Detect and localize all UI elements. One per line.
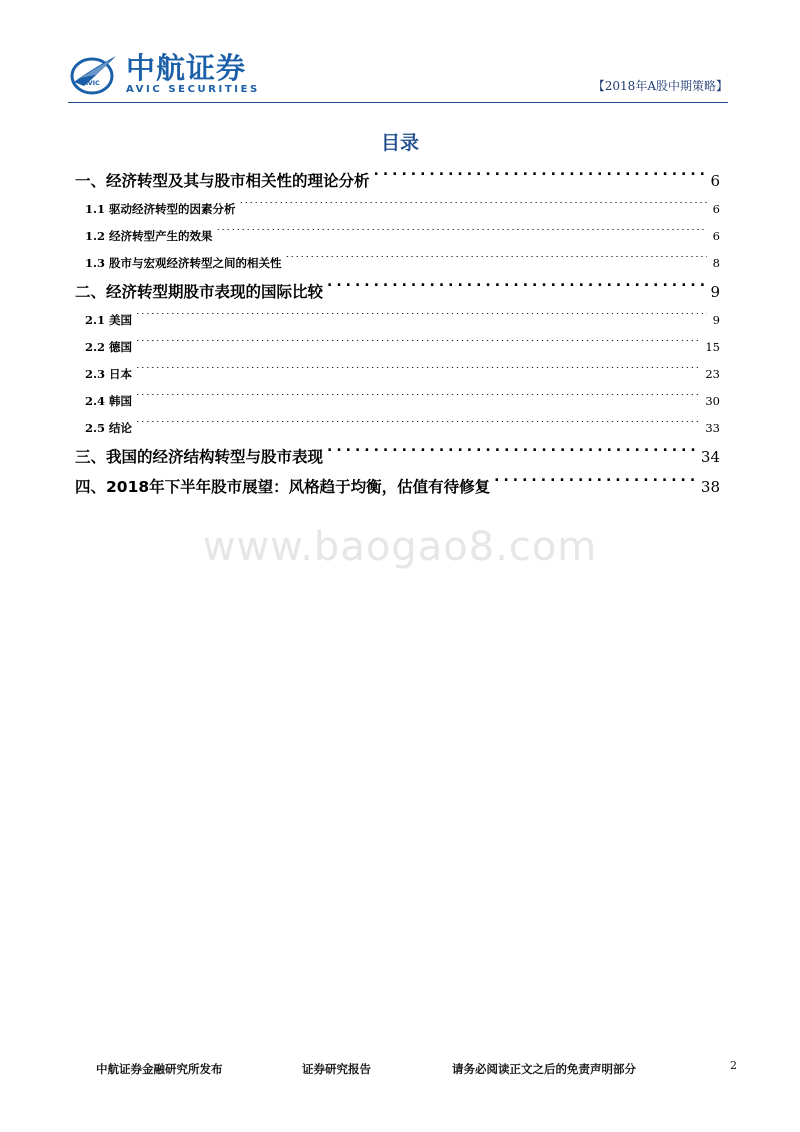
toc-section[interactable] xyxy=(75,442,720,472)
avic-logo-icon xyxy=(70,52,118,96)
toc-leader-dots xyxy=(136,340,699,352)
toc-leader-dots xyxy=(327,447,695,463)
toc-leader-dots xyxy=(374,171,705,187)
header-divider xyxy=(68,102,728,103)
toc-leader-dots xyxy=(286,256,707,268)
footer-disclaimer: 请务必阅读正文之后的免责声明部分 xyxy=(452,1062,636,1076)
toc-subsection[interactable] xyxy=(75,223,720,250)
toc-subsection[interactable] xyxy=(75,415,720,442)
toc-subsection[interactable] xyxy=(75,334,720,361)
footer-report-type: 证券研究报告 xyxy=(302,1062,371,1076)
watermark: www.baogao8.com xyxy=(202,524,598,570)
toc-section[interactable] xyxy=(75,277,720,307)
toc-subsection-label: 1.3 股市与宏观经济转型之间的相关性 xyxy=(85,256,282,270)
toc-subsection-label: 1.2 经济转型产生的效果 xyxy=(85,229,213,243)
logo-chinese-name: 中航证券 xyxy=(126,51,247,85)
toc-page-number: 30 xyxy=(705,394,720,408)
toc-section-label: 三、我国的经济结构转型与股市表现 xyxy=(75,448,324,466)
page-header xyxy=(68,44,728,106)
toc-subsection-label: 2.3 日本 xyxy=(85,367,133,381)
toc-subsection[interactable] xyxy=(75,388,720,415)
toc-section[interactable] xyxy=(75,166,720,196)
toc-page-number: 6 xyxy=(710,172,720,190)
toc-leader-dots xyxy=(217,229,707,241)
toc-section-label: 四、2018年下半年股市展望：风格趋于均衡，估值有待修复 xyxy=(75,478,491,496)
page-footer xyxy=(0,1061,800,1081)
page-number: 2 xyxy=(730,1059,737,1072)
toc-subsection-label: 2.5 结论 xyxy=(85,421,133,435)
toc-page-number: 6 xyxy=(712,202,720,216)
toc-subsection[interactable] xyxy=(75,196,720,223)
toc-subsection[interactable] xyxy=(75,250,720,277)
toc-page-number: 15 xyxy=(705,340,720,354)
toc-page-number: 9 xyxy=(710,283,720,301)
toc-leader-dots xyxy=(136,367,699,379)
toc-subsection-label: 2.1 美国 xyxy=(85,313,133,327)
toc-leader-dots xyxy=(327,282,704,298)
toc-leader-dots xyxy=(136,313,707,325)
toc-page-number: 33 xyxy=(705,421,720,435)
toc-page-number: 34 xyxy=(700,448,720,466)
table-of-contents xyxy=(75,166,720,502)
toc-page-number: 8 xyxy=(712,256,720,270)
toc-page-number: 6 xyxy=(712,229,720,243)
logo-english-name: AVIC SECURITIES xyxy=(126,84,260,95)
toc-section-label: 二、经济转型期股市表现的国际比较 xyxy=(75,283,324,301)
toc-leader-dots xyxy=(494,477,695,493)
svg-text:AVIC: AVIC xyxy=(83,79,100,87)
toc-page-number: 38 xyxy=(700,478,720,496)
toc-subsection[interactable] xyxy=(75,361,720,388)
toc-page-number: 23 xyxy=(705,367,720,381)
toc-title: 目录 xyxy=(380,132,419,154)
toc-section-label: 一、经济转型及其与股市相关性的理论分析 xyxy=(75,172,370,190)
report-tag: 【2018年A股中期策略】 xyxy=(592,79,728,93)
toc-subsection[interactable] xyxy=(75,307,720,334)
company-logo xyxy=(68,44,298,100)
toc-leader-dots xyxy=(136,394,699,406)
toc-page-number: 9 xyxy=(712,313,720,327)
toc-leader-dots xyxy=(136,421,699,433)
toc-subsection-label: 2.2 德国 xyxy=(85,340,133,354)
footer-publisher: 中航证券金融研究所发布 xyxy=(96,1062,223,1076)
toc-section[interactable] xyxy=(75,472,720,502)
toc-subsection-label: 2.4 韩国 xyxy=(85,394,133,408)
toc-subsection-label: 1.1 驱动经济转型的因素分析 xyxy=(85,202,236,216)
toc-leader-dots xyxy=(240,202,707,214)
